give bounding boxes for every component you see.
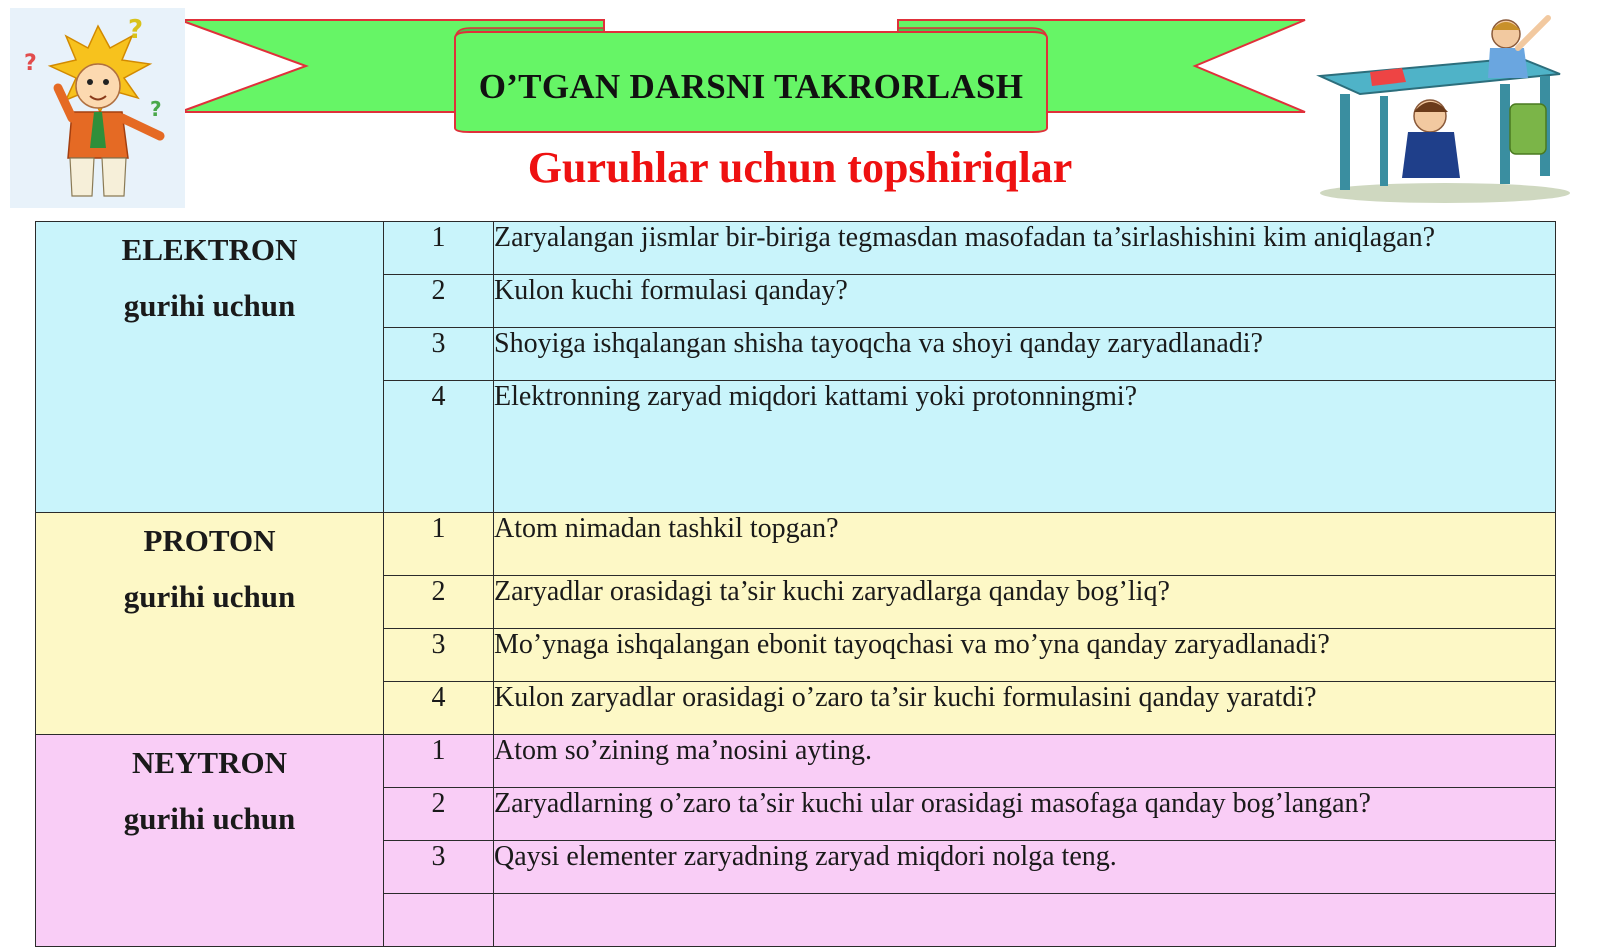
- question-text: Elektronning zaryad miqdori kattami yoki protonningmi?: [494, 381, 1556, 513]
- svg-text:?: ?: [150, 97, 162, 121]
- question-number: 1: [384, 735, 494, 788]
- questions-table: [35, 221, 1556, 947]
- question-text: Kulon zaryadlar orasidagi o’zaro ta’sir kuchi formulasini qanday yaratdi?: [494, 682, 1556, 735]
- page-subtitle: Guruhlar uchun topshiriqlar: [527, 143, 1073, 192]
- question-text: Qaysi elementer zaryadning zaryad miqdori nolga teng.: [494, 841, 1556, 894]
- question-number: 1: [384, 222, 494, 275]
- svg-text:?: ?: [24, 51, 37, 76]
- table-row: [36, 222, 1556, 275]
- question-number: 3: [384, 841, 494, 894]
- question-number-empty: [384, 894, 494, 947]
- children-under-desk-illustration: [1310, 8, 1580, 208]
- group-name: ELEKTRON: [121, 232, 298, 267]
- thinking-boy-illustration: [10, 8, 185, 208]
- question-text: Shoyiga ishqalangan shisha tayoqcha va shoyi qanday zaryadlanadi?: [494, 328, 1556, 381]
- group-suffix: gurihi uchun: [123, 801, 296, 836]
- group-label-neytron: [36, 735, 384, 947]
- group-name: PROTON: [143, 523, 276, 558]
- table-row: [36, 513, 1556, 576]
- group-label-proton: [36, 513, 384, 735]
- question-number: 4: [384, 682, 494, 735]
- question-text: Zaryadlarning o’zaro ta’sir kuchi ular orasidagi masofaga qanday bog’langan?: [494, 788, 1556, 841]
- table-row: [36, 735, 1556, 788]
- question-number: 3: [384, 629, 494, 682]
- page-title: O’TGAN DARSNI TAKRORLASH: [478, 67, 1024, 106]
- question-number: 2: [384, 788, 494, 841]
- question-number: 2: [384, 275, 494, 328]
- question-text: Atom nimadan tashkil topgan?: [494, 513, 1556, 576]
- question-number: 4: [384, 381, 494, 513]
- group-name: NEYTRON: [131, 745, 287, 780]
- group-suffix: gurihi uchun: [123, 579, 296, 614]
- question-number: 3: [384, 328, 494, 381]
- question-text: Zaryadlar orasidagi ta’sir kuchi zaryadlarga qanday bog’liq?: [494, 576, 1556, 629]
- question-text: Kulon kuchi formulasi qanday?: [494, 275, 1556, 328]
- group-suffix: gurihi uchun: [123, 288, 296, 323]
- svg-text:?: ?: [128, 15, 144, 45]
- question-number: 2: [384, 576, 494, 629]
- group-label-elektron: [36, 222, 384, 513]
- question-text-empty: [494, 894, 1556, 947]
- question-text: Mo’ynaga ishqalangan ebonit tayoqchasi va mo’yna qanday zaryadlanadi?: [494, 629, 1556, 682]
- question-number: 1: [384, 513, 494, 576]
- question-text: Atom so’zining ma’nosini ayting.: [494, 735, 1556, 788]
- question-text: Zaryalangan jismlar bir-biriga tegmasdan masofadan ta’sirlashishini kim aniqlagan?: [494, 222, 1556, 275]
